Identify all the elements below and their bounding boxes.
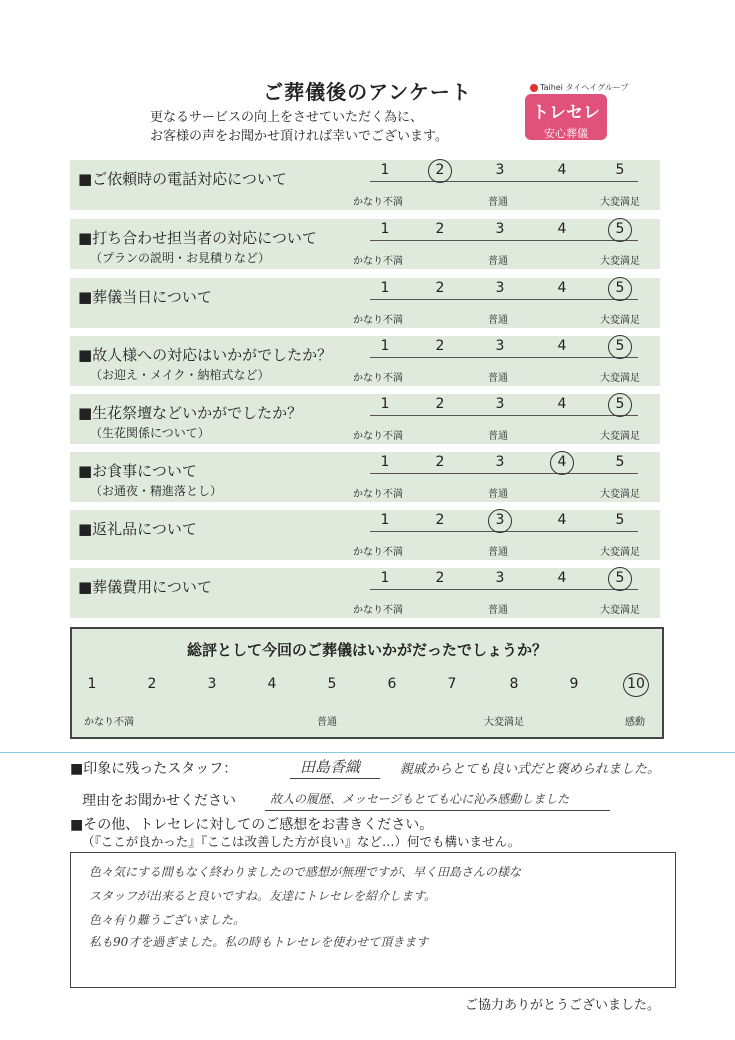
scale-number[interactable]: 1 bbox=[380, 221, 390, 237]
question-row bbox=[70, 278, 660, 328]
overall-scale-number[interactable]: 10 bbox=[627, 676, 645, 692]
scale-number[interactable]: 4 bbox=[557, 338, 567, 354]
question-label: ■故人様への対応はいかがでしたか？ bbox=[78, 346, 333, 364]
scale-number[interactable]: 2 bbox=[435, 454, 445, 470]
logo bbox=[525, 94, 607, 140]
scale-label-mid: 普通 bbox=[488, 315, 508, 326]
scale-label-high: 大変満足 bbox=[600, 256, 640, 267]
scale-label-low: かなり不満 bbox=[353, 315, 403, 326]
overall-selected-circle bbox=[623, 673, 649, 697]
question-label: ■生花祭壇などいかがでしたか？ bbox=[78, 404, 303, 422]
subtitle bbox=[150, 108, 448, 146]
scale-number[interactable]: 4 bbox=[557, 570, 567, 586]
overall-scale-number[interactable]: 3 bbox=[207, 676, 217, 692]
scale-number[interactable]: 5 bbox=[615, 280, 625, 296]
scale-line bbox=[370, 299, 638, 300]
scale-number[interactable]: 3 bbox=[495, 338, 505, 354]
scale-number[interactable]: 4 bbox=[557, 454, 567, 470]
question-label: ■葬儀当日について bbox=[78, 288, 212, 306]
comment-line-2: スタッフが出来ると良いですね。友達にトレセレを紹介します。 bbox=[89, 889, 437, 903]
scale-number[interactable]: 3 bbox=[495, 512, 505, 528]
scale-number[interactable]: 2 bbox=[435, 570, 445, 586]
selected-rating-circle bbox=[608, 218, 632, 242]
question-row bbox=[70, 452, 660, 502]
scale-label-mid: 普通 bbox=[488, 373, 508, 384]
scale-number[interactable]: 2 bbox=[435, 512, 445, 528]
scale-number[interactable]: 1 bbox=[380, 454, 390, 470]
divider-line bbox=[0, 752, 735, 753]
overall-label-top: 感動 bbox=[625, 717, 645, 728]
scale-line bbox=[370, 473, 638, 474]
scale-label-high: 大変満足 bbox=[600, 605, 640, 616]
scale-label-low: かなり不満 bbox=[353, 547, 403, 558]
scale-label-mid: 普通 bbox=[488, 547, 508, 558]
scale-label-high: 大変満足 bbox=[600, 197, 640, 208]
question-row bbox=[70, 394, 660, 444]
question-sublabel: （お通夜・精進落とし） bbox=[90, 484, 223, 498]
scale-label-low: かなり不満 bbox=[353, 373, 403, 384]
selected-rating-circle bbox=[608, 393, 632, 417]
overall-scale-number[interactable]: 8 bbox=[509, 676, 519, 692]
scale-number[interactable]: 2 bbox=[435, 338, 445, 354]
scale-number[interactable]: 3 bbox=[495, 221, 505, 237]
scale-label-low: かなり不満 bbox=[353, 605, 403, 616]
brand-text: Taihei タイヘイグループ bbox=[540, 83, 629, 92]
question-sublabel: （生花関係について） bbox=[90, 426, 210, 440]
scale-label-mid: 普通 bbox=[488, 256, 508, 267]
selected-rating-circle bbox=[428, 159, 452, 183]
overall-scale-number[interactable]: 6 bbox=[387, 676, 397, 692]
scale-number[interactable]: 4 bbox=[557, 512, 567, 528]
scale-label-high: 大変満足 bbox=[600, 547, 640, 558]
scale-number[interactable]: 3 bbox=[495, 396, 505, 412]
question-label: ■お食事について bbox=[78, 462, 197, 480]
staff-label: ■印象に残ったスタッフ： bbox=[70, 761, 238, 777]
selected-rating-circle bbox=[550, 451, 574, 475]
brand-label bbox=[530, 82, 629, 93]
question-row bbox=[70, 336, 660, 386]
question-label: ■返礼品について bbox=[78, 520, 197, 538]
comment-line-1: 色々気にする間もなく終わりましたので感想が無理ですが、早く田島さんの様な bbox=[89, 865, 522, 879]
scale-line bbox=[370, 240, 638, 241]
scale-number[interactable]: 1 bbox=[380, 396, 390, 412]
scale-label-low: かなり不満 bbox=[353, 431, 403, 442]
question-sublabel: （プランの説明・お見積りなど） bbox=[90, 251, 271, 265]
scale-number[interactable]: 4 bbox=[557, 221, 567, 237]
logo-tagline: 安心葬儀 bbox=[544, 127, 588, 140]
question-label: ■葬儀費用について bbox=[78, 578, 212, 596]
subtitle-line-2: お客様の声をお聞かせ頂ければ幸いでございます。 bbox=[150, 129, 448, 144]
scale-label-mid: 普通 bbox=[488, 489, 508, 500]
scale-number[interactable]: 3 bbox=[495, 454, 505, 470]
scale-number[interactable]: 4 bbox=[557, 396, 567, 412]
staff-name: 田島香織 bbox=[300, 758, 361, 776]
overall-scale-number[interactable]: 5 bbox=[327, 676, 337, 692]
reason-label: 理由をお聞かせください bbox=[82, 793, 236, 809]
scale-number[interactable]: 5 bbox=[615, 570, 625, 586]
scale-line bbox=[370, 181, 638, 182]
reason-underline bbox=[265, 810, 610, 811]
scale-label-high: 大変満足 bbox=[600, 489, 640, 500]
staff-comment: 親戚からとても良い式だと褒められました。 bbox=[400, 762, 661, 777]
overall-label-low: かなり不満 bbox=[84, 717, 134, 728]
selected-rating-circle bbox=[608, 335, 632, 359]
comment-line-3: 色々有り難うございました。 bbox=[89, 913, 246, 927]
selected-rating-circle bbox=[488, 509, 512, 533]
overall-label-mid: 普通 bbox=[317, 717, 337, 728]
scale-label-low: かなり不満 bbox=[353, 256, 403, 267]
question-row bbox=[70, 568, 660, 618]
scale-number[interactable]: 4 bbox=[557, 280, 567, 296]
scale-number[interactable]: 3 bbox=[495, 162, 505, 178]
overall-scale-number[interactable]: 4 bbox=[267, 676, 277, 692]
question-label: ■打ち合わせ担当者の対応について bbox=[78, 229, 317, 247]
overall-scale-number[interactable]: 2 bbox=[147, 676, 157, 692]
scale-number[interactable]: 1 bbox=[380, 280, 390, 296]
scale-label-low: かなり不満 bbox=[353, 197, 403, 208]
question-label: ■ご依頼時の電話対応について bbox=[78, 170, 287, 188]
logo-name: トレセレ bbox=[532, 103, 600, 123]
scale-number[interactable]: 2 bbox=[435, 221, 445, 237]
staff-name-underline bbox=[290, 778, 380, 779]
brand-dot-icon bbox=[530, 84, 538, 92]
overall-scale-number[interactable]: 7 bbox=[447, 676, 457, 692]
question-row bbox=[70, 219, 660, 269]
scale-label-high: 大変満足 bbox=[600, 315, 640, 326]
page-title: ご葬儀後のアンケート bbox=[263, 80, 472, 104]
other-hint: （『ここが良かった』『ここは改善した方が良い』など…）何でも構いません。 bbox=[82, 834, 521, 849]
scale-line bbox=[370, 357, 638, 358]
other-label: ■その他、トレセレに対してのご感想をお書きください。 bbox=[70, 817, 434, 833]
scale-label-mid: 普通 bbox=[488, 431, 508, 442]
reason-text: 故人の履歴、メッセージもとても心に沁み感動しました bbox=[270, 792, 570, 806]
comment-box bbox=[70, 852, 676, 988]
overall-title: 総評として今回のご葬儀はいかがだったでしょうか？ bbox=[186, 641, 547, 659]
scale-number[interactable]: 5 bbox=[615, 396, 625, 412]
scale-label-high: 大変満足 bbox=[600, 431, 640, 442]
scale-number[interactable]: 2 bbox=[435, 396, 445, 412]
scale-number[interactable]: 5 bbox=[615, 162, 625, 178]
overall-section bbox=[70, 627, 664, 739]
scale-number[interactable]: 2 bbox=[435, 162, 445, 178]
scale-number[interactable]: 5 bbox=[615, 512, 625, 528]
overall-label-high: 大変満足 bbox=[484, 717, 524, 728]
scale-number[interactable]: 5 bbox=[615, 338, 625, 354]
scale-line bbox=[370, 589, 638, 590]
overall-scale-number[interactable]: 1 bbox=[87, 676, 97, 692]
scale-number[interactable]: 3 bbox=[495, 280, 505, 296]
question-sublabel: （お迎え・メイク・納棺式など） bbox=[90, 368, 270, 382]
scale-number[interactable]: 3 bbox=[495, 570, 505, 586]
footer-thanks: ご協力ありがとうございました。 bbox=[465, 998, 661, 1013]
question-row bbox=[70, 160, 660, 210]
scale-label-mid: 普通 bbox=[488, 197, 508, 208]
scale-number[interactable]: 4 bbox=[557, 162, 567, 178]
scale-number[interactable]: 5 bbox=[615, 454, 625, 470]
scale-label-mid: 普通 bbox=[488, 605, 508, 616]
comment-line-4: 私も90才を過ぎました。私の時もトレセレを使わせて頂きます bbox=[89, 935, 429, 949]
scale-number[interactable]: 1 bbox=[380, 570, 390, 586]
scale-line bbox=[370, 415, 638, 416]
scale-label-low: かなり不満 bbox=[353, 489, 403, 500]
selected-rating-circle bbox=[608, 277, 632, 301]
scale-label-high: 大変満足 bbox=[600, 373, 640, 384]
question-row bbox=[70, 510, 660, 560]
scale-number[interactable]: 1 bbox=[380, 338, 390, 354]
scale-number[interactable]: 5 bbox=[615, 221, 625, 237]
overall-scale-number[interactable]: 9 bbox=[569, 676, 579, 692]
subtitle-line-1: 更なるサービスの向上をさせていただく為に、 bbox=[150, 110, 424, 125]
scale-number[interactable]: 1 bbox=[380, 162, 390, 178]
scale-number[interactable]: 2 bbox=[435, 280, 445, 296]
scale-number[interactable]: 1 bbox=[380, 512, 390, 528]
selected-rating-circle bbox=[608, 567, 632, 591]
